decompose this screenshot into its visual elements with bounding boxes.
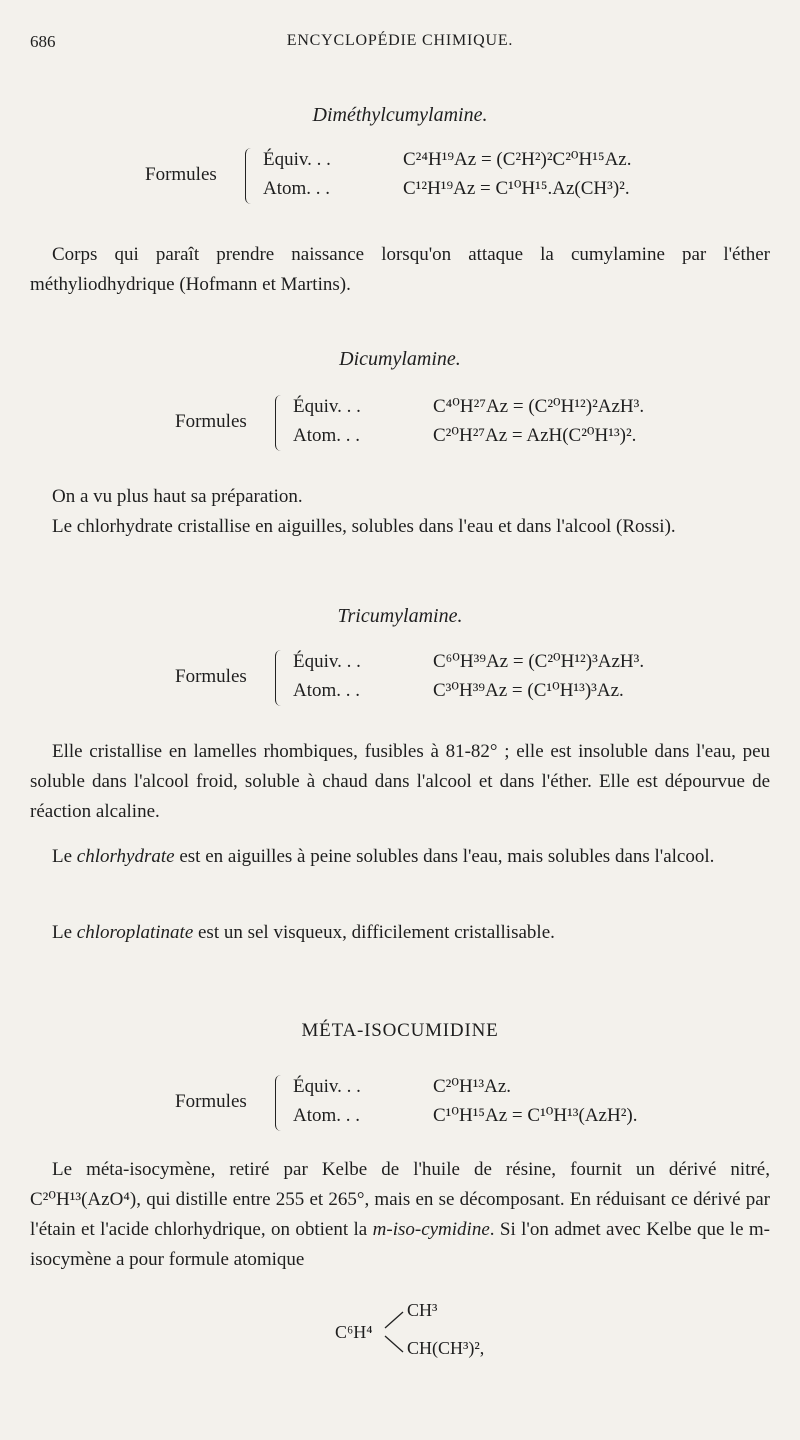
formula-equiv-value: C⁴⁰H²⁷Az = (C²⁰H¹²)²AzH³. (433, 396, 645, 417)
formula-atom-value: C¹⁰H¹⁵Az = C¹⁰H¹³(AzH²). (433, 1105, 638, 1126)
formula-atom-label: Atom. . . (293, 425, 361, 446)
structural-formula-top: CH³ (407, 1300, 438, 1320)
brace (245, 148, 256, 204)
formula-block-meta-isocumidine (175, 1075, 695, 1135)
section-title-dicumylamine: Dicumylamine. (339, 348, 461, 370)
brace (275, 395, 286, 451)
formula-equiv-value: C²⁴H¹⁹Az = (C²H²)²C²⁰H¹⁵Az. (403, 149, 632, 170)
formula-atom-label: Atom. . . (293, 680, 361, 701)
structural-formula-base: C⁶H⁴ (335, 1322, 373, 1342)
brace (275, 650, 286, 706)
formula-atom-row (293, 679, 624, 702)
formula-equiv-row (293, 650, 644, 673)
page-number: 686 (30, 32, 56, 51)
formula-equiv-row (293, 395, 644, 418)
paragraph-text: On a vu plus haut sa préparation. (52, 486, 303, 507)
formula-atom-value: C³⁰H³⁹Az = (C¹⁰H¹³)³Az. (433, 680, 624, 701)
formula-equiv-label: Équiv. . . (293, 396, 361, 417)
formula-block-dicumylamine (175, 395, 695, 455)
formula-equiv-row (263, 148, 631, 171)
formula-equiv-value: C⁶⁰H³⁹Az = (C²⁰H¹²)³AzH³. (433, 651, 645, 672)
paragraph-text: Le chlorhydrate cristallise en aiguilles, solubles dans l'eau et dans l'alcool (Rossi). (52, 516, 676, 537)
paragraph-tricumyl-chloroplatinate (30, 918, 770, 948)
paragraph-text: Corps qui paraît prendre naissance lorsqu'on attaque la cumylamine par l'éther méthyliodhydrique (Hofmann et Martins). (30, 244, 770, 295)
formula-label: Formules (145, 164, 217, 185)
formula-atom-value: C²⁰H²⁷Az = AzH(C²⁰H¹³)². (433, 425, 637, 446)
paragraph-dimethyl (30, 240, 770, 300)
formula-equiv-row (293, 1075, 511, 1098)
bond-lines-icon (383, 1306, 407, 1356)
paragraph-dicumyl (30, 482, 770, 542)
section-title-tricumylamine: Tricumylamine. (337, 605, 463, 627)
formula-label: Formules (175, 666, 247, 687)
paragraph-tricumyl (30, 737, 770, 827)
formula-atom-value: C¹²H¹⁹Az = C¹⁰H¹⁵.Az(CH³)². (403, 178, 630, 199)
emphasis-m-isocymidine: m-iso-cymidine (372, 1219, 490, 1240)
running-head: ENCYCLOPÉDIE CHIMIQUE. (286, 32, 514, 49)
page-header (30, 32, 770, 56)
section-title-meta-isocumidine: MÉTA-ISOCUMIDINE (301, 1020, 499, 1041)
paragraph-text: Le méta-isocymène, retiré par Kelbe de l'huile de résine, fournit un dérivé nitré, C²⁰H¹³(AzO⁴), qui distille entre 255 et 265°, mais en se décomposant. En réduisant ce dérivé par l'étain et l'acide chlorhydrique, on obtient la m-iso-cymidine. Si l'on admet avec Kelbe que le m-isocymène a pour formule atomique (30, 1159, 771, 1270)
formula-equiv-label: Équiv. . . (293, 651, 361, 672)
formula-atom-label: Atom. . . (263, 178, 331, 199)
emphasis-chlorhydrate: chlorhydrate (76, 846, 175, 867)
paragraph-text: Le chlorhydrate est en aiguilles à peine solubles dans l'eau, mais solubles dans l'alcool. (52, 846, 715, 867)
structural-formula (335, 1300, 535, 1370)
paragraph-text: Elle cristallise en lamelles rhombiques, fusibles à 81-82° ; elle est insoluble dans l'eau, peu soluble dans l'alcool froid, soluble à chaud dans l'alcool et dans l'éther. Elle est dépourvue de réaction alcaline. (30, 741, 770, 822)
structural-formula-bottom: CH(CH³)², (407, 1338, 485, 1358)
formula-block-dimethylcumylamine (145, 148, 705, 208)
section-title-dimethylcumylamine: Diméthylcumylamine. (312, 104, 488, 126)
formula-atom-label: Atom. . . (293, 1105, 361, 1126)
formula-equiv-value: C²⁰H¹³Az. (433, 1076, 512, 1097)
formula-atom-row (293, 1104, 637, 1127)
formula-label: Formules (175, 1091, 247, 1112)
formula-atom-row (293, 424, 636, 447)
emphasis-chloroplatinate: chloroplatinate (76, 922, 194, 943)
paragraph-tricumyl-chlorhydrate (30, 842, 770, 872)
formula-block-tricumylamine (175, 650, 695, 710)
paragraph-text: Le chloroplatinate est un sel visqueux, difficilement cristallisable. (52, 922, 555, 943)
formula-equiv-label: Équiv. . . (293, 1076, 361, 1097)
formula-equiv-label: Équiv. . . (263, 149, 331, 170)
paragraph-meta (30, 1155, 770, 1275)
formula-label: Formules (175, 411, 247, 432)
brace (275, 1075, 286, 1131)
formula-atom-row (263, 177, 630, 200)
